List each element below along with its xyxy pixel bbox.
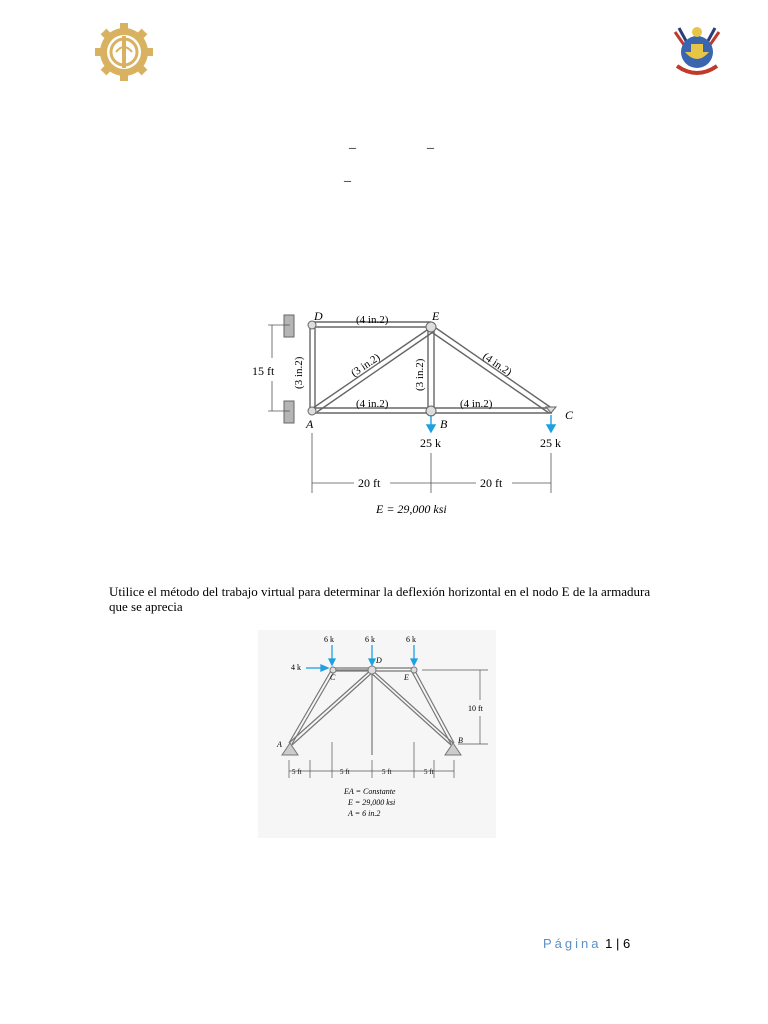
load-label-c: 25 k: [540, 436, 561, 450]
wall-support-a: [284, 401, 294, 423]
member-label-bc: (4 in.2): [460, 398, 493, 410]
node-label-a: A: [306, 417, 314, 431]
joint-b: [426, 406, 436, 416]
note-a: A = 6 in.2: [348, 809, 381, 818]
member-label-eb: (3 in.2): [414, 358, 426, 391]
wall-support-d: [284, 315, 294, 337]
node-label-d: D: [314, 309, 323, 323]
member-label-da: (3 in.2): [293, 356, 305, 389]
height-label: 10 ft: [468, 704, 483, 713]
span-label: 5 ft: [424, 768, 434, 776]
dash-mark: _: [344, 169, 351, 184]
gear-logo-icon: [94, 22, 154, 82]
page-footer: [543, 936, 630, 951]
span-label-left: 20 ft: [358, 476, 381, 490]
member-label-ec: (4 in.2): [480, 350, 514, 379]
member-label-de: (4 in.2): [356, 314, 389, 326]
node-label-e: E: [432, 309, 440, 323]
truss-figure-2: [258, 630, 496, 838]
node-label-c: C: [565, 408, 574, 422]
load-label-e: 6 k: [406, 635, 416, 644]
page-separator: |: [615, 936, 620, 951]
load-label-b: 25 k: [420, 436, 441, 450]
member-label-ab: (4 in.2): [356, 398, 389, 410]
dash-mark: _: [427, 136, 434, 151]
span-label-right: 20 ft: [480, 476, 503, 490]
load-label-d: 6 k: [365, 635, 375, 644]
span-label: 5 ft: [382, 768, 392, 776]
joint-d: [368, 666, 376, 674]
node-label-a: A: [277, 740, 282, 749]
member-label-ae: (3 in.2): [348, 351, 383, 380]
node-label-b: B: [458, 736, 463, 745]
height-label: 15 ft: [252, 364, 275, 378]
total-pages: 6: [622, 936, 631, 951]
truss-figure-1: [250, 303, 584, 519]
page-number: 1: [605, 936, 613, 951]
node-label-b: B: [440, 417, 448, 431]
node-label-c: C: [330, 673, 336, 682]
dash-mark: _: [349, 136, 356, 151]
problem-text: Utilice el método del trabajo virtual para determinar la deflexión horizontal en el nodo E de la armadura que se aprecia: [109, 584, 651, 614]
joint-a: [308, 407, 316, 415]
joint-e: [426, 322, 436, 332]
coat-of-arms-icon: [669, 22, 725, 80]
span-label: 5 ft: [292, 768, 302, 776]
note-ea: EA = Constante: [344, 787, 396, 796]
node-label-e: E: [404, 673, 409, 682]
page-word: Página: [543, 936, 602, 951]
load-label-horizontal: 4 k: [291, 663, 301, 672]
load-label-c: 6 k: [324, 635, 334, 644]
note-e: E = 29,000 ksi: [348, 798, 396, 807]
span-label: 5 ft: [340, 768, 350, 776]
node-label-d: D: [376, 656, 382, 665]
joint-e: [411, 667, 417, 673]
modulus-label: E = 29,000 ksi: [376, 502, 447, 516]
